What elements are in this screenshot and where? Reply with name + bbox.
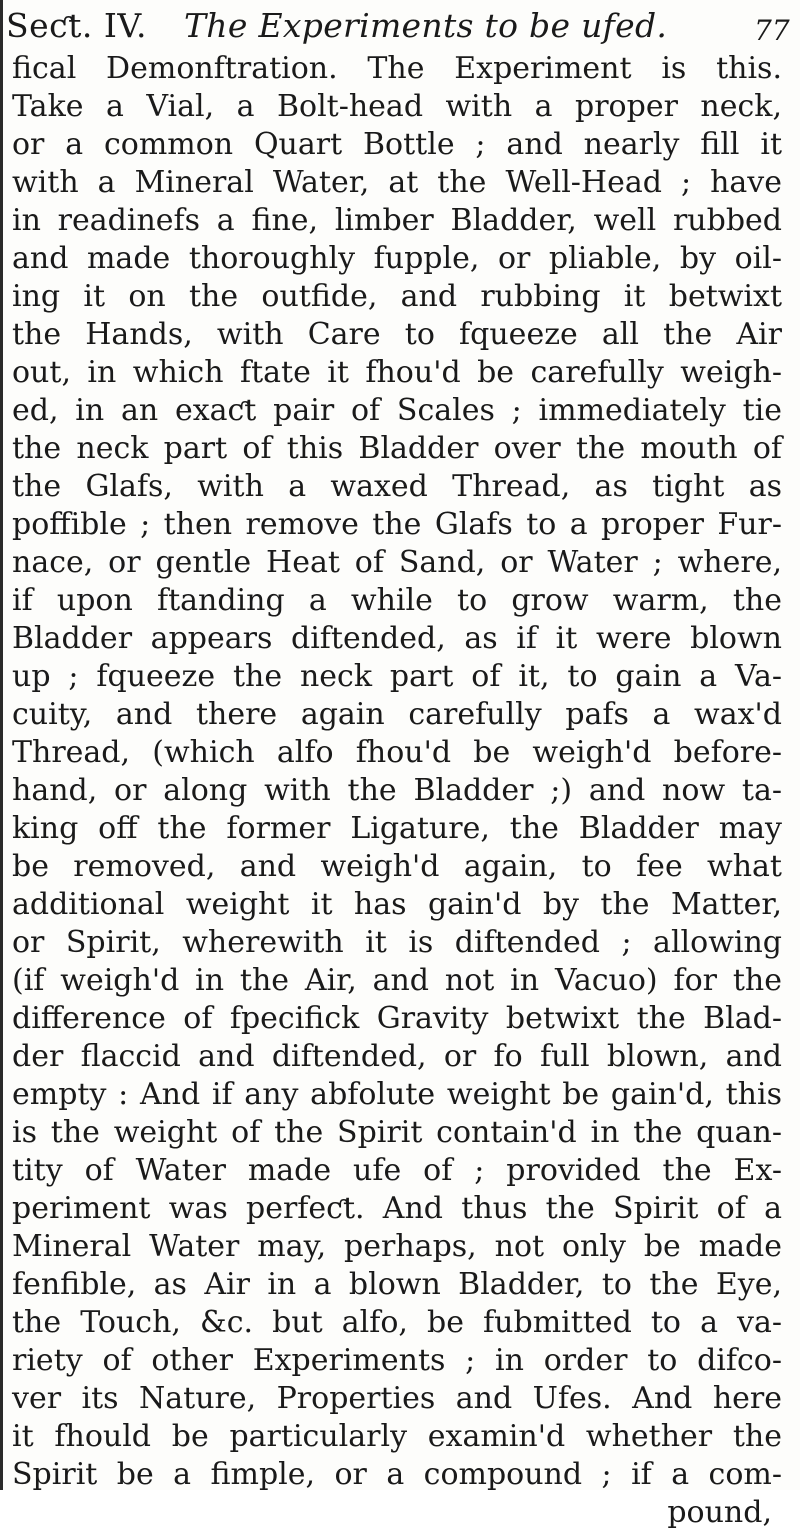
text-line: up ; fqueeze the neck part of it, to gain a Va- xyxy=(12,659,782,694)
text-line: Take a Vial, a Bolt-head with a proper neck, xyxy=(12,89,782,124)
text-line: nace, or gentle Heat of Sand, or Water ; where, xyxy=(12,545,782,580)
text-line: is the weight of the Spirit contain'd in the quan- xyxy=(12,1115,782,1150)
text-line: the neck part of this Bladder over the mouth of xyxy=(12,431,782,466)
text-line: difference of fpecifick Gravity betwixt the Blad- xyxy=(12,1001,782,1036)
text-line: be removed, and weigh'd again, to fee what xyxy=(12,849,782,884)
text-line: riety of other Experiments ; in order to difco- xyxy=(12,1343,782,1378)
text-line: and made thoroughly fupple, or pliable, by oil- xyxy=(12,241,782,276)
page-edge xyxy=(0,0,3,1490)
section-label: Seƈt. IV. xyxy=(6,6,147,45)
text-line: the Glafs, with a waxed Thread, as tight as xyxy=(12,469,782,504)
text-line: if upon ftanding a while to grow warm, the xyxy=(12,583,782,618)
text-line: Spirit be a fimple, or a compound ; if a com- xyxy=(12,1457,782,1492)
chapter-title: The Experiments to be ufed. xyxy=(184,6,668,45)
text-line: Mineral Water may, perhaps, not only be made xyxy=(12,1229,782,1264)
text-line: the Hands, with Care to fqueeze all the Air xyxy=(12,317,782,352)
text-line: or Spirit, wherewith it is diftended ; allowing xyxy=(12,925,782,960)
text-line: periment was perfeƈt. And thus the Spirit of a xyxy=(12,1191,782,1226)
page-number: 77 xyxy=(754,14,790,47)
text-line: ed, in an exaƈt pair of Scales ; immediately tie xyxy=(12,393,782,428)
text-line: der flaccid and diftended, or fo full blown, and xyxy=(12,1039,782,1074)
text-line: or a common Quart Bottle ; and nearly fill it xyxy=(12,127,782,162)
text-line: fical Demonftration. The Experiment is this. xyxy=(12,51,782,86)
text-line: poffible ; then remove the Glafs to a proper Fur- xyxy=(12,507,782,542)
text-line: in readinefs a fine, limber Bladder, well rubbed xyxy=(12,203,782,238)
text-line: with a Mineral Water, at the Well-Head ; have xyxy=(12,165,782,200)
text-line: tity of Water made ufe of ; provided the Ex- xyxy=(12,1153,782,1188)
text-line: empty : And if any abfolute weight be gain'd, this xyxy=(12,1077,782,1112)
text-line: cuity, and there again carefully pafs a wax'd xyxy=(12,697,782,732)
text-line: out, in which ftate it fhou'd be carefully weigh- xyxy=(12,355,782,390)
text-line: it fhould be particularly examin'd whether the xyxy=(12,1419,782,1454)
body-text xyxy=(12,50,782,1532)
catchword-line: pound, xyxy=(667,1495,772,1530)
text-line: Bladder appears diftended, as if it were blown xyxy=(12,621,782,656)
text-line: fenfible, as Air in a blown Bladder, to the Eye, xyxy=(12,1267,782,1302)
text-line: (if weigh'd in the Air, and not in Vacuo) for the xyxy=(12,963,782,998)
text-line: ver its Nature, Properties and Ufes. And here xyxy=(12,1381,782,1416)
text-line: the Touch, &c. but alfo, be fubmitted to a va- xyxy=(12,1305,782,1340)
text-line: ing it on the outfide, and rubbing it betwixt xyxy=(12,279,782,314)
running-head xyxy=(0,4,790,52)
text-line: additional weight it has gain'd by the Matter, xyxy=(12,887,782,922)
text-line: king off the former Ligature, the Bladder may xyxy=(12,811,782,846)
text-line: hand, or along with the Bladder ;) and now ta- xyxy=(12,773,782,808)
text-line: Thread, (which alfo fhou'd be weigh'd before- xyxy=(12,735,782,770)
